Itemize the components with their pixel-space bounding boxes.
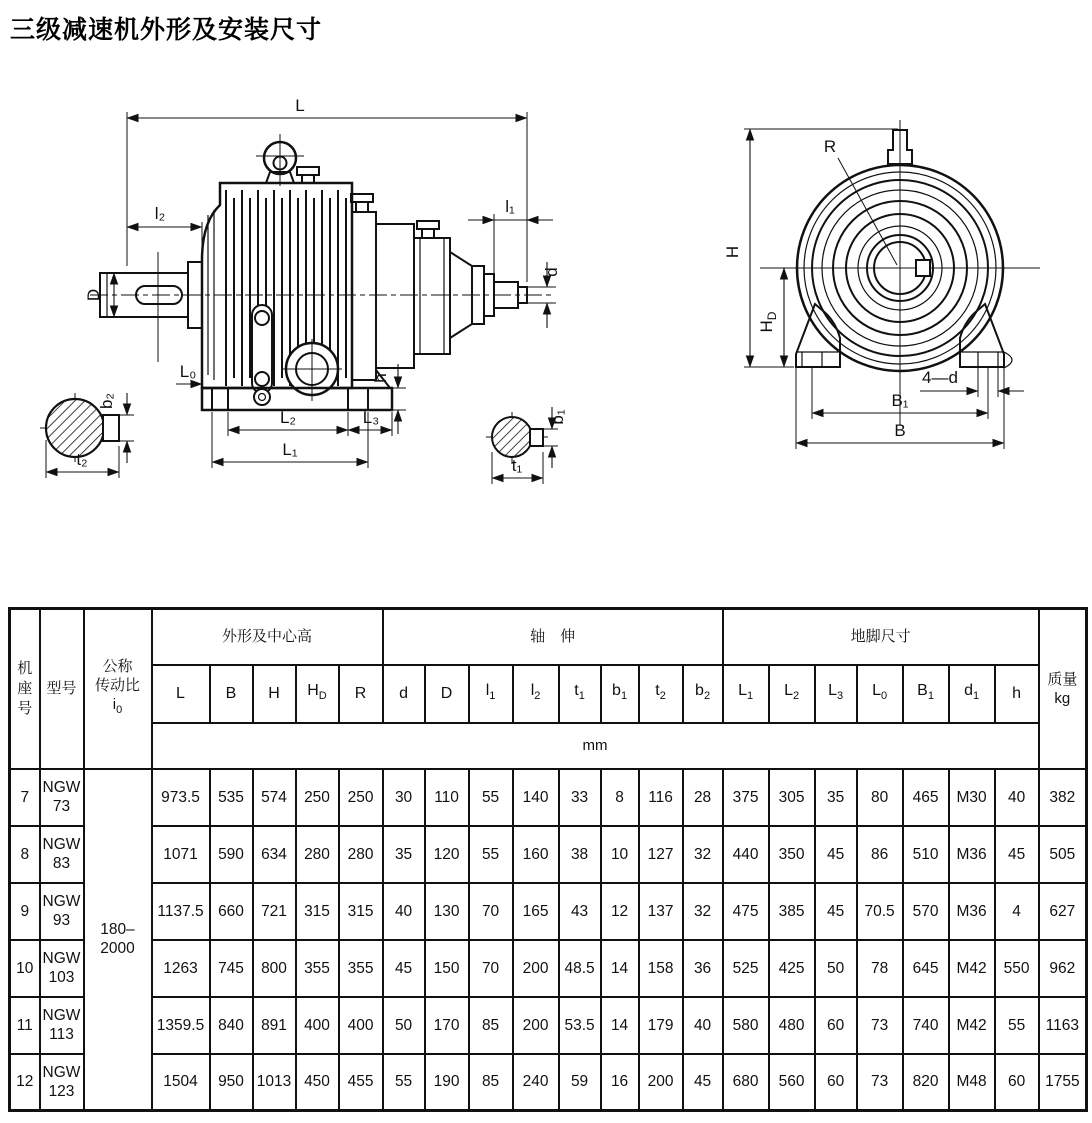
dim-value: 634 [253, 826, 296, 883]
column-header-h: H [253, 665, 296, 723]
dim-value: 660 [210, 883, 253, 940]
column-header-b2: $b_2$ [683, 665, 723, 723]
dim-value: 510 [903, 826, 949, 883]
oil-level-gauge [252, 305, 272, 405]
dim-value: 70.5 [857, 883, 903, 940]
column-header-b: B [210, 665, 253, 723]
unit-row: mm [152, 723, 1039, 769]
dim-value: 33 [559, 769, 601, 826]
dim-value: M42 [949, 997, 995, 1054]
dim-value: 179 [639, 997, 683, 1054]
column-header-hd: $H_D$ [296, 665, 339, 723]
header-group-foot: 地脚尺寸 [723, 609, 1039, 665]
dim-value: 137 [639, 883, 683, 940]
column-header-b1: $B_1$ [903, 665, 949, 723]
dim-value: 86 [857, 826, 903, 883]
dim-4d-label: 4—d [922, 368, 958, 387]
dim-value: 85 [469, 997, 513, 1054]
header-model: 型号 [40, 609, 84, 769]
dim-value: 400 [339, 997, 383, 1054]
dim-L-label: L [295, 96, 305, 115]
dim-value: 4 [995, 883, 1039, 940]
header-ratio: 公称 传动比 $i_0$ [84, 609, 152, 769]
dim-value: 973.5 [152, 769, 210, 826]
dim-value: 950 [210, 1054, 253, 1111]
dim-H [723, 129, 898, 367]
dim-value: 800 [253, 940, 296, 997]
dim-value: 315 [296, 883, 339, 940]
dim-value: 70 [469, 883, 513, 940]
frame-number: 11 [10, 997, 40, 1054]
dim-value: 160 [513, 826, 559, 883]
dim-value: 60 [815, 1054, 857, 1111]
front-feet [796, 304, 1012, 368]
dim-b1-label: b₁ [548, 409, 567, 425]
header-group-shaft: 轴 伸 [383, 609, 723, 665]
dim-value: 590 [210, 826, 253, 883]
frame-number: 7 [10, 769, 40, 826]
dim-value: 28 [683, 769, 723, 826]
dim-value: 1263 [152, 940, 210, 997]
dim-value: 53.5 [559, 997, 601, 1054]
dim-value: 280 [296, 826, 339, 883]
dim-L [127, 96, 527, 282]
dim-value: 1504 [152, 1054, 210, 1111]
dim-value: 1137.5 [152, 883, 210, 940]
dim-value: 36 [683, 940, 723, 997]
dim-h-label: h [371, 373, 390, 383]
column-header-l2: $l_2$ [513, 665, 559, 723]
inspection-plug [417, 221, 439, 238]
dim-value: 305 [769, 769, 815, 826]
dim-value: 574 [253, 769, 296, 826]
dim-value: 40 [995, 769, 1039, 826]
dim-value: 891 [253, 997, 296, 1054]
column-header-l2: $L_2$ [769, 665, 815, 723]
dim-value: 535 [210, 769, 253, 826]
dim-value: 560 [769, 1054, 815, 1111]
column-header-d: D [425, 665, 469, 723]
dim-value: 250 [339, 769, 383, 826]
dim-value: 740 [903, 997, 949, 1054]
dim-L3 [348, 408, 392, 436]
dim-value: 14 [601, 997, 639, 1054]
dim-4d [920, 367, 1024, 397]
dim-L1-label: L₁ [282, 440, 298, 459]
dim-value: M42 [949, 940, 995, 997]
model-cell: NGW 83 [40, 826, 84, 883]
header-frame-no: 机座号 [10, 609, 40, 769]
dim-value: 680 [723, 1054, 769, 1111]
dim-value: 38 [559, 826, 601, 883]
column-header-d: d [383, 665, 425, 723]
dim-value: 45 [683, 1054, 723, 1111]
dim-value: 355 [339, 940, 383, 997]
dim-value: 12 [601, 883, 639, 940]
dim-b2-label: b₂ [97, 392, 116, 410]
dim-value: 116 [639, 769, 683, 826]
dim-L0 [176, 362, 202, 384]
mass-value: 505 [1039, 826, 1087, 883]
dim-value: 1359.5 [152, 997, 210, 1054]
frame-number: 12 [10, 1054, 40, 1111]
dim-R-label: R [823, 137, 837, 156]
dim-value: 55 [383, 1054, 425, 1111]
dim-value: 59 [559, 1054, 601, 1111]
dim-value: 525 [723, 940, 769, 997]
dim-value: 1071 [152, 826, 210, 883]
column-header-l: L [152, 665, 210, 723]
dim-value: 375 [723, 769, 769, 826]
dim-value: 475 [723, 883, 769, 940]
gear-housing [202, 183, 352, 405]
model-cell: NGW 73 [40, 769, 84, 826]
ratio-value: 180– 2000 [84, 769, 152, 1111]
dim-value: 190 [425, 1054, 469, 1111]
column-header-t1: $t_1$ [559, 665, 601, 723]
dim-value: 170 [425, 997, 469, 1054]
technical-drawing [0, 85, 1092, 590]
mass-value: 627 [1039, 883, 1087, 940]
output-shaft-section [486, 407, 567, 484]
mass-value: 962 [1039, 940, 1087, 997]
dim-value: 200 [513, 940, 559, 997]
dim-value: 55 [469, 769, 513, 826]
dim-value: 45 [383, 940, 425, 997]
dim-value: 8 [601, 769, 639, 826]
frame-number: 10 [10, 940, 40, 997]
dim-value: 200 [639, 1054, 683, 1111]
dim-d-label: d [542, 267, 561, 277]
table-row [10, 769, 1087, 826]
dim-value: 127 [639, 826, 683, 883]
dim-value: 45 [995, 826, 1039, 883]
dim-HD [757, 268, 784, 367]
filler-plug [297, 167, 319, 183]
dim-value: 250 [296, 769, 339, 826]
dim-value: 465 [903, 769, 949, 826]
dim-l2 [127, 204, 202, 258]
dim-value: 158 [639, 940, 683, 997]
dim-value: 35 [383, 826, 425, 883]
table-row [10, 826, 1087, 883]
dim-value: 200 [513, 997, 559, 1054]
output-sections [352, 212, 527, 383]
dim-value: 110 [425, 769, 469, 826]
dim-L2 [228, 408, 348, 436]
dim-value: 16 [601, 1054, 639, 1111]
dim-value: 1013 [253, 1054, 296, 1111]
dim-value: 130 [425, 883, 469, 940]
spec-table [8, 607, 1088, 1112]
dim-l1-label: l₁ [505, 197, 515, 216]
dim-value: 60 [995, 1054, 1039, 1111]
dim-value: 385 [769, 883, 815, 940]
dim-value: 35 [815, 769, 857, 826]
dim-L3-label: L₃ [362, 408, 380, 427]
dim-value: 355 [296, 940, 339, 997]
dim-l2-label: l₂ [154, 204, 166, 223]
table-row [10, 997, 1087, 1054]
dim-value: 45 [815, 883, 857, 940]
dim-value: 10 [601, 826, 639, 883]
dim-value: 400 [296, 997, 339, 1054]
dim-value: M36 [949, 826, 995, 883]
dim-value: 78 [857, 940, 903, 997]
dim-t1-label: t₁ [511, 456, 523, 475]
dim-B-label: B [894, 421, 906, 440]
model-cell: NGW 123 [40, 1054, 84, 1111]
dim-value: 455 [339, 1054, 383, 1111]
dim-value: 60 [815, 997, 857, 1054]
dim-value: 73 [857, 1054, 903, 1111]
dim-L0-label: L₀ [179, 362, 197, 381]
dim-value: 550 [995, 940, 1039, 997]
dim-HD-label: $H_D$ [757, 311, 779, 333]
eyebolt [256, 134, 304, 186]
dim-value: M48 [949, 1054, 995, 1111]
column-header-l3: $L_3$ [815, 665, 857, 723]
dim-value: 580 [723, 997, 769, 1054]
dim-value: 32 [683, 883, 723, 940]
dim-value: 50 [815, 940, 857, 997]
dim-value: 73 [857, 997, 903, 1054]
dim-H-label: H [723, 245, 742, 259]
frame-number: 9 [10, 883, 40, 940]
column-header-h: h [995, 665, 1039, 723]
table-row [10, 940, 1087, 997]
dim-value: 480 [769, 997, 815, 1054]
model-cell: NGW 113 [40, 997, 84, 1054]
column-header-d1: $d_1$ [949, 665, 995, 723]
dim-value: 450 [296, 1054, 339, 1111]
dim-value: 840 [210, 997, 253, 1054]
dim-value: M30 [949, 769, 995, 826]
column-header-l1: $L_1$ [723, 665, 769, 723]
dim-value: 85 [469, 1054, 513, 1111]
dim-value: 120 [425, 826, 469, 883]
dim-value: 570 [903, 883, 949, 940]
dim-value: 45 [815, 826, 857, 883]
dim-value: 140 [513, 769, 559, 826]
dim-L2-label: L₂ [279, 408, 297, 427]
column-header-b1: $b_1$ [601, 665, 639, 723]
dim-value: 55 [995, 997, 1039, 1054]
dim-B1-label: B₁ [891, 391, 909, 410]
column-header-t2: $t_2$ [639, 665, 683, 723]
model-cell: NGW 93 [40, 883, 84, 940]
dim-value: 48.5 [559, 940, 601, 997]
dim-value: 40 [383, 883, 425, 940]
page-title: 三级减速机外形及安装尺寸 [10, 16, 323, 44]
dim-value: 315 [339, 883, 383, 940]
table-row [10, 883, 1087, 940]
dim-value: 70 [469, 940, 513, 997]
dim-value: 50 [383, 997, 425, 1054]
dim-value: 820 [903, 1054, 949, 1111]
dim-value: 350 [769, 826, 815, 883]
dim-value: 240 [513, 1054, 559, 1111]
column-header-l0: $L_0$ [857, 665, 903, 723]
side-view [40, 96, 567, 484]
dim-D-label: D [84, 288, 103, 302]
dim-value: 425 [769, 940, 815, 997]
dim-value: 40 [683, 997, 723, 1054]
dim-value: 14 [601, 940, 639, 997]
dim-value: M36 [949, 883, 995, 940]
breather-plug [351, 194, 373, 212]
mass-value: 1755 [1039, 1054, 1087, 1111]
dim-value: 745 [210, 940, 253, 997]
front-view [723, 120, 1040, 449]
table-row [10, 1054, 1087, 1111]
dim-value: 440 [723, 826, 769, 883]
dim-value: 150 [425, 940, 469, 997]
bore-keyway [916, 260, 930, 276]
model-cell: NGW 103 [40, 940, 84, 997]
header-group-outline: 外形及中心高 [152, 609, 383, 665]
mass-value: 1163 [1039, 997, 1087, 1054]
dim-value: 32 [683, 826, 723, 883]
dim-value: 80 [857, 769, 903, 826]
input-shaft-section [40, 393, 134, 478]
dim-value: 30 [383, 769, 425, 826]
header-mass: 质量 kg [1039, 609, 1087, 769]
frame-number: 8 [10, 826, 40, 883]
dim-value: 43 [559, 883, 601, 940]
dim-value: 55 [469, 826, 513, 883]
dim-value: 165 [513, 883, 559, 940]
column-header-r: R [339, 665, 383, 723]
dim-t2-label: t₂ [76, 450, 88, 469]
dim-value: 721 [253, 883, 296, 940]
column-header-l1: $l_1$ [469, 665, 513, 723]
dim-value: 645 [903, 940, 949, 997]
dim-value: 280 [339, 826, 383, 883]
mass-value: 382 [1039, 769, 1087, 826]
